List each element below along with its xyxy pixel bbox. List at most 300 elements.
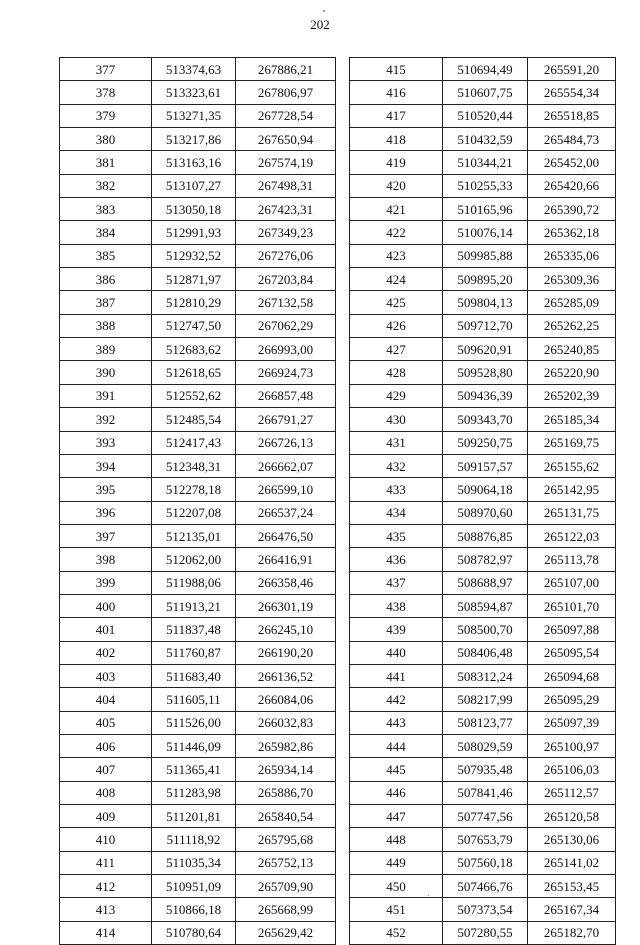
y-coordinate-cell: 265141,02 (528, 851, 616, 874)
table-row (60, 548, 336, 571)
table-row (60, 734, 336, 757)
point-number-cell: 426 (350, 314, 443, 337)
point-number-cell: 377 (60, 58, 152, 81)
x-coordinate-cell: 513217,86 (152, 128, 236, 151)
table-row (350, 594, 616, 617)
y-coordinate-cell: 266136,52 (236, 664, 336, 687)
y-coordinate-cell: 265886,70 (236, 781, 336, 804)
scan-speck (323, 10, 325, 12)
point-number-cell: 382 (60, 174, 152, 197)
x-coordinate-cell: 510694,49 (443, 58, 528, 81)
x-coordinate-cell: 512552,62 (152, 384, 236, 407)
x-coordinate-cell: 508312,24 (443, 664, 528, 687)
table-row (350, 58, 616, 81)
table-row (350, 244, 616, 267)
table-row (350, 851, 616, 874)
table-row (350, 688, 616, 711)
point-number-cell: 437 (350, 571, 443, 594)
point-number-cell: 422 (350, 221, 443, 244)
point-number-cell: 389 (60, 338, 152, 361)
table-row (60, 221, 336, 244)
y-coordinate-cell: 265362,18 (528, 221, 616, 244)
x-coordinate-cell: 512135,01 (152, 524, 236, 547)
x-coordinate-cell: 507280,55 (443, 921, 528, 944)
point-number-cell: 435 (350, 524, 443, 547)
x-coordinate-cell: 511837,48 (152, 618, 236, 641)
point-number-cell: 442 (350, 688, 443, 711)
x-coordinate-cell: 508594,87 (443, 594, 528, 617)
point-number-cell: 441 (350, 664, 443, 687)
x-coordinate-cell: 510520,44 (443, 104, 528, 127)
x-coordinate-cell: 513050,18 (152, 198, 236, 221)
table-row (60, 758, 336, 781)
x-coordinate-cell: 510866,18 (152, 898, 236, 921)
point-number-cell: 387 (60, 291, 152, 314)
x-coordinate-cell: 509528,80 (443, 361, 528, 384)
y-coordinate-cell: 266726,13 (236, 431, 336, 454)
table-row (350, 338, 616, 361)
x-coordinate-cell: 512485,54 (152, 408, 236, 431)
x-coordinate-cell: 511526,00 (152, 711, 236, 734)
table-row (350, 898, 616, 921)
point-number-cell: 439 (350, 618, 443, 641)
point-number-cell: 444 (350, 734, 443, 757)
point-number-cell: 430 (350, 408, 443, 431)
point-number-cell: 452 (350, 921, 443, 944)
x-coordinate-cell: 508500,70 (443, 618, 528, 641)
table-row (60, 921, 336, 944)
y-coordinate-cell: 265220,90 (528, 361, 616, 384)
coordinates-table-left (59, 57, 336, 945)
point-number-cell: 410 (60, 828, 152, 851)
table-row (350, 805, 616, 828)
point-number-cell: 448 (350, 828, 443, 851)
y-coordinate-cell: 266599,10 (236, 478, 336, 501)
table-row (60, 244, 336, 267)
y-coordinate-cell: 266416,91 (236, 548, 336, 571)
table-row (60, 524, 336, 547)
x-coordinate-cell: 511446,09 (152, 734, 236, 757)
x-coordinate-cell: 512871,97 (152, 268, 236, 291)
table-row (60, 875, 336, 898)
y-coordinate-cell: 266032,83 (236, 711, 336, 734)
point-number-cell: 449 (350, 851, 443, 874)
point-number-cell: 392 (60, 408, 152, 431)
table-row (350, 81, 616, 104)
y-coordinate-cell: 265142,95 (528, 478, 616, 501)
table-row (350, 104, 616, 127)
y-coordinate-cell: 265484,73 (528, 128, 616, 151)
x-coordinate-cell: 511201,81 (152, 805, 236, 828)
x-coordinate-cell: 508217,99 (443, 688, 528, 711)
point-number-cell: 446 (350, 781, 443, 804)
x-coordinate-cell: 512747,50 (152, 314, 236, 337)
table-row (350, 758, 616, 781)
x-coordinate-cell: 510344,21 (443, 151, 528, 174)
y-coordinate-cell: 265101,70 (528, 594, 616, 617)
table-row (60, 454, 336, 477)
point-number-cell: 429 (350, 384, 443, 407)
point-number-cell: 438 (350, 594, 443, 617)
y-coordinate-cell: 265240,85 (528, 338, 616, 361)
y-coordinate-cell: 267728,54 (236, 104, 336, 127)
y-coordinate-cell: 265185,34 (528, 408, 616, 431)
y-coordinate-cell: 266190,20 (236, 641, 336, 664)
x-coordinate-cell: 511760,87 (152, 641, 236, 664)
point-number-cell: 381 (60, 151, 152, 174)
y-coordinate-cell: 267498,31 (236, 174, 336, 197)
table-row (60, 618, 336, 641)
point-number-cell: 450 (350, 875, 443, 898)
x-coordinate-cell: 507841,46 (443, 781, 528, 804)
y-coordinate-cell: 265094,68 (528, 664, 616, 687)
y-coordinate-cell: 267062,29 (236, 314, 336, 337)
table-row (350, 828, 616, 851)
page-number: 202 (310, 17, 330, 32)
y-coordinate-cell: 266662,07 (236, 454, 336, 477)
table-row (60, 501, 336, 524)
x-coordinate-cell: 512062,00 (152, 548, 236, 571)
table-row (60, 594, 336, 617)
point-number-cell: 380 (60, 128, 152, 151)
x-coordinate-cell: 510255,33 (443, 174, 528, 197)
y-coordinate-cell: 267423,31 (236, 198, 336, 221)
point-number-cell: 413 (60, 898, 152, 921)
x-coordinate-cell: 509064,18 (443, 478, 528, 501)
x-coordinate-cell: 508782,97 (443, 548, 528, 571)
table-row (350, 431, 616, 454)
table-row (350, 361, 616, 384)
table-row (60, 128, 336, 151)
y-coordinate-cell: 265202,39 (528, 384, 616, 407)
x-coordinate-cell: 511988,06 (152, 571, 236, 594)
y-coordinate-cell: 265390,72 (528, 198, 616, 221)
x-coordinate-cell: 512683,62 (152, 338, 236, 361)
table-row (60, 268, 336, 291)
point-number-cell: 385 (60, 244, 152, 267)
y-coordinate-cell: 265097,88 (528, 618, 616, 641)
table-row (350, 711, 616, 734)
y-coordinate-cell: 265169,75 (528, 431, 616, 454)
x-coordinate-cell: 512417,43 (152, 431, 236, 454)
point-number-cell: 402 (60, 641, 152, 664)
y-coordinate-cell: 266358,46 (236, 571, 336, 594)
y-coordinate-cell: 267132,58 (236, 291, 336, 314)
y-coordinate-cell: 265335,06 (528, 244, 616, 267)
point-number-cell: 397 (60, 524, 152, 547)
table-row (350, 618, 616, 641)
y-coordinate-cell: 265182,70 (528, 921, 616, 944)
point-number-cell: 421 (350, 198, 443, 221)
table-row (350, 198, 616, 221)
x-coordinate-cell: 509436,39 (443, 384, 528, 407)
point-number-cell: 433 (350, 478, 443, 501)
x-coordinate-cell: 507373,54 (443, 898, 528, 921)
x-coordinate-cell: 508406,48 (443, 641, 528, 664)
y-coordinate-cell: 267650,94 (236, 128, 336, 151)
table-row (350, 174, 616, 197)
y-coordinate-cell: 266857,48 (236, 384, 336, 407)
table-row (350, 454, 616, 477)
point-number-cell: 393 (60, 431, 152, 454)
x-coordinate-cell: 509895,20 (443, 268, 528, 291)
table-row (60, 711, 336, 734)
y-coordinate-cell: 265840,54 (236, 805, 336, 828)
y-coordinate-cell: 265709,90 (236, 875, 336, 898)
point-number-cell: 418 (350, 128, 443, 151)
x-coordinate-cell: 509620,91 (443, 338, 528, 361)
point-number-cell: 425 (350, 291, 443, 314)
x-coordinate-cell: 513374,63 (152, 58, 236, 81)
y-coordinate-cell: 265752,13 (236, 851, 336, 874)
x-coordinate-cell: 510076,14 (443, 221, 528, 244)
y-coordinate-cell: 265097,39 (528, 711, 616, 734)
point-number-cell: 384 (60, 221, 152, 244)
y-coordinate-cell: 266993,00 (236, 338, 336, 361)
x-coordinate-cell: 512932,52 (152, 244, 236, 267)
coordinates-table-left-body (60, 58, 336, 945)
point-number-cell: 401 (60, 618, 152, 641)
y-coordinate-cell: 265668,99 (236, 898, 336, 921)
x-coordinate-cell: 511365,41 (152, 758, 236, 781)
point-number-cell: 394 (60, 454, 152, 477)
x-coordinate-cell: 511035,34 (152, 851, 236, 874)
point-number-cell: 383 (60, 198, 152, 221)
table-row (60, 431, 336, 454)
y-coordinate-cell: 265106,03 (528, 758, 616, 781)
y-coordinate-cell: 267203,84 (236, 268, 336, 291)
point-number-cell: 405 (60, 711, 152, 734)
table-row (60, 338, 336, 361)
x-coordinate-cell: 513163,16 (152, 151, 236, 174)
table-row (350, 291, 616, 314)
x-coordinate-cell: 511605,11 (152, 688, 236, 711)
y-coordinate-cell: 265591,20 (528, 58, 616, 81)
table-row (60, 361, 336, 384)
x-coordinate-cell: 510951,09 (152, 875, 236, 898)
y-coordinate-cell: 265285,09 (528, 291, 616, 314)
point-number-cell: 396 (60, 501, 152, 524)
point-number-cell: 400 (60, 594, 152, 617)
point-number-cell: 447 (350, 805, 443, 828)
point-number-cell: 451 (350, 898, 443, 921)
table-row (60, 828, 336, 851)
point-number-cell: 443 (350, 711, 443, 734)
y-coordinate-cell: 265112,57 (528, 781, 616, 804)
x-coordinate-cell: 507560,18 (443, 851, 528, 874)
table-row (60, 198, 336, 221)
x-coordinate-cell: 512991,93 (152, 221, 236, 244)
x-coordinate-cell: 512207,08 (152, 501, 236, 524)
x-coordinate-cell: 510432,59 (443, 128, 528, 151)
y-coordinate-cell: 267806,97 (236, 81, 336, 104)
table-row (350, 268, 616, 291)
y-coordinate-cell: 265130,06 (528, 828, 616, 851)
point-number-cell: 378 (60, 81, 152, 104)
y-coordinate-cell: 265262,25 (528, 314, 616, 337)
point-number-cell: 414 (60, 921, 152, 944)
point-number-cell: 395 (60, 478, 152, 501)
y-coordinate-cell: 265420,66 (528, 174, 616, 197)
y-coordinate-cell: 266924,73 (236, 361, 336, 384)
point-number-cell: 417 (350, 104, 443, 127)
table-row (350, 151, 616, 174)
table-row (350, 524, 616, 547)
point-number-cell: 398 (60, 548, 152, 571)
table-row (350, 921, 616, 944)
table-row (60, 408, 336, 431)
y-coordinate-cell: 266476,50 (236, 524, 336, 547)
point-number-cell: 411 (60, 851, 152, 874)
x-coordinate-cell: 509712,70 (443, 314, 528, 337)
x-coordinate-cell: 508970,60 (443, 501, 528, 524)
table-row (350, 221, 616, 244)
y-coordinate-cell: 265113,78 (528, 548, 616, 571)
x-coordinate-cell: 511913,21 (152, 594, 236, 617)
x-coordinate-cell: 507747,56 (443, 805, 528, 828)
x-coordinate-cell: 511683,40 (152, 664, 236, 687)
point-number-cell: 419 (350, 151, 443, 174)
point-number-cell: 404 (60, 688, 152, 711)
point-number-cell: 388 (60, 314, 152, 337)
table-row (60, 851, 336, 874)
table-row (350, 875, 616, 898)
table-row (350, 664, 616, 687)
table-row (350, 548, 616, 571)
table-row (350, 734, 616, 757)
table-row (60, 898, 336, 921)
table-row (60, 384, 336, 407)
y-coordinate-cell: 265153,45 (528, 875, 616, 898)
point-number-cell: 423 (350, 244, 443, 267)
x-coordinate-cell: 513107,27 (152, 174, 236, 197)
table-row (60, 104, 336, 127)
y-coordinate-cell: 265100,97 (528, 734, 616, 757)
table-row (60, 571, 336, 594)
table-row (350, 501, 616, 524)
point-number-cell: 416 (350, 81, 443, 104)
y-coordinate-cell: 266791,27 (236, 408, 336, 431)
y-coordinate-cell: 265518,85 (528, 104, 616, 127)
table-row (60, 174, 336, 197)
point-number-cell: 403 (60, 664, 152, 687)
x-coordinate-cell: 511283,98 (152, 781, 236, 804)
x-coordinate-cell: 507653,79 (443, 828, 528, 851)
y-coordinate-cell: 266084,06 (236, 688, 336, 711)
point-number-cell: 424 (350, 268, 443, 291)
table-row (350, 408, 616, 431)
y-coordinate-cell: 265107,00 (528, 571, 616, 594)
point-number-cell: 420 (350, 174, 443, 197)
point-number-cell: 427 (350, 338, 443, 361)
y-coordinate-cell: 266301,19 (236, 594, 336, 617)
point-number-cell: 409 (60, 805, 152, 828)
x-coordinate-cell: 509250,75 (443, 431, 528, 454)
y-coordinate-cell: 265452,00 (528, 151, 616, 174)
x-coordinate-cell: 510607,75 (443, 81, 528, 104)
table-row (60, 478, 336, 501)
point-number-cell: 390 (60, 361, 152, 384)
table-row (60, 151, 336, 174)
y-coordinate-cell: 266245,10 (236, 618, 336, 641)
y-coordinate-cell: 267276,06 (236, 244, 336, 267)
table-row (350, 314, 616, 337)
point-number-cell: 379 (60, 104, 152, 127)
y-coordinate-cell: 265629,42 (236, 921, 336, 944)
x-coordinate-cell: 510780,64 (152, 921, 236, 944)
y-coordinate-cell: 265131,75 (528, 501, 616, 524)
y-coordinate-cell: 265309,36 (528, 268, 616, 291)
x-coordinate-cell: 509343,70 (443, 408, 528, 431)
table-row (60, 781, 336, 804)
point-number-cell: 412 (60, 875, 152, 898)
point-number-cell: 436 (350, 548, 443, 571)
table-row (350, 128, 616, 151)
point-number-cell: 415 (350, 58, 443, 81)
table-row (60, 58, 336, 81)
table-row (350, 641, 616, 664)
x-coordinate-cell: 508876,85 (443, 524, 528, 547)
table-row (60, 805, 336, 828)
x-coordinate-cell: 507935,48 (443, 758, 528, 781)
x-coordinate-cell: 508029,59 (443, 734, 528, 757)
point-number-cell: 386 (60, 268, 152, 291)
point-number-cell: 407 (60, 758, 152, 781)
point-number-cell: 399 (60, 571, 152, 594)
table-row (60, 688, 336, 711)
table-row (60, 81, 336, 104)
point-number-cell: 408 (60, 781, 152, 804)
point-number-cell: 431 (350, 431, 443, 454)
y-coordinate-cell: 265554,34 (528, 81, 616, 104)
y-coordinate-cell: 265167,34 (528, 898, 616, 921)
x-coordinate-cell: 512278,18 (152, 478, 236, 501)
table-row (350, 384, 616, 407)
table-row (350, 478, 616, 501)
table-row (60, 641, 336, 664)
y-coordinate-cell: 265120,58 (528, 805, 616, 828)
point-number-cell: 428 (350, 361, 443, 384)
y-coordinate-cell: 267349,23 (236, 221, 336, 244)
y-coordinate-cell: 266537,24 (236, 501, 336, 524)
table-row (350, 571, 616, 594)
x-coordinate-cell: 508688,97 (443, 571, 528, 594)
y-coordinate-cell: 265122,03 (528, 524, 616, 547)
coordinates-table-right (349, 57, 616, 945)
x-coordinate-cell: 509804,13 (443, 291, 528, 314)
point-number-cell: 391 (60, 384, 152, 407)
y-coordinate-cell: 267886,21 (236, 58, 336, 81)
y-coordinate-cell: 265982,86 (236, 734, 336, 757)
x-coordinate-cell: 508123,77 (443, 711, 528, 734)
x-coordinate-cell: 512348,31 (152, 454, 236, 477)
y-coordinate-cell: 265934,14 (236, 758, 336, 781)
x-coordinate-cell: 512810,29 (152, 291, 236, 314)
x-coordinate-cell: 507466,76 (443, 875, 528, 898)
x-coordinate-cell: 510165,96 (443, 198, 528, 221)
x-coordinate-cell: 511118,92 (152, 828, 236, 851)
x-coordinate-cell: 509985,88 (443, 244, 528, 267)
point-number-cell: 432 (350, 454, 443, 477)
y-coordinate-cell: 265795,68 (236, 828, 336, 851)
table-row (60, 291, 336, 314)
point-number-cell: 445 (350, 758, 443, 781)
x-coordinate-cell: 509157,57 (443, 454, 528, 477)
x-coordinate-cell: 513271,35 (152, 104, 236, 127)
y-coordinate-cell: 265155,62 (528, 454, 616, 477)
y-coordinate-cell: 265095,29 (528, 688, 616, 711)
coordinates-table-right-body (350, 58, 616, 945)
